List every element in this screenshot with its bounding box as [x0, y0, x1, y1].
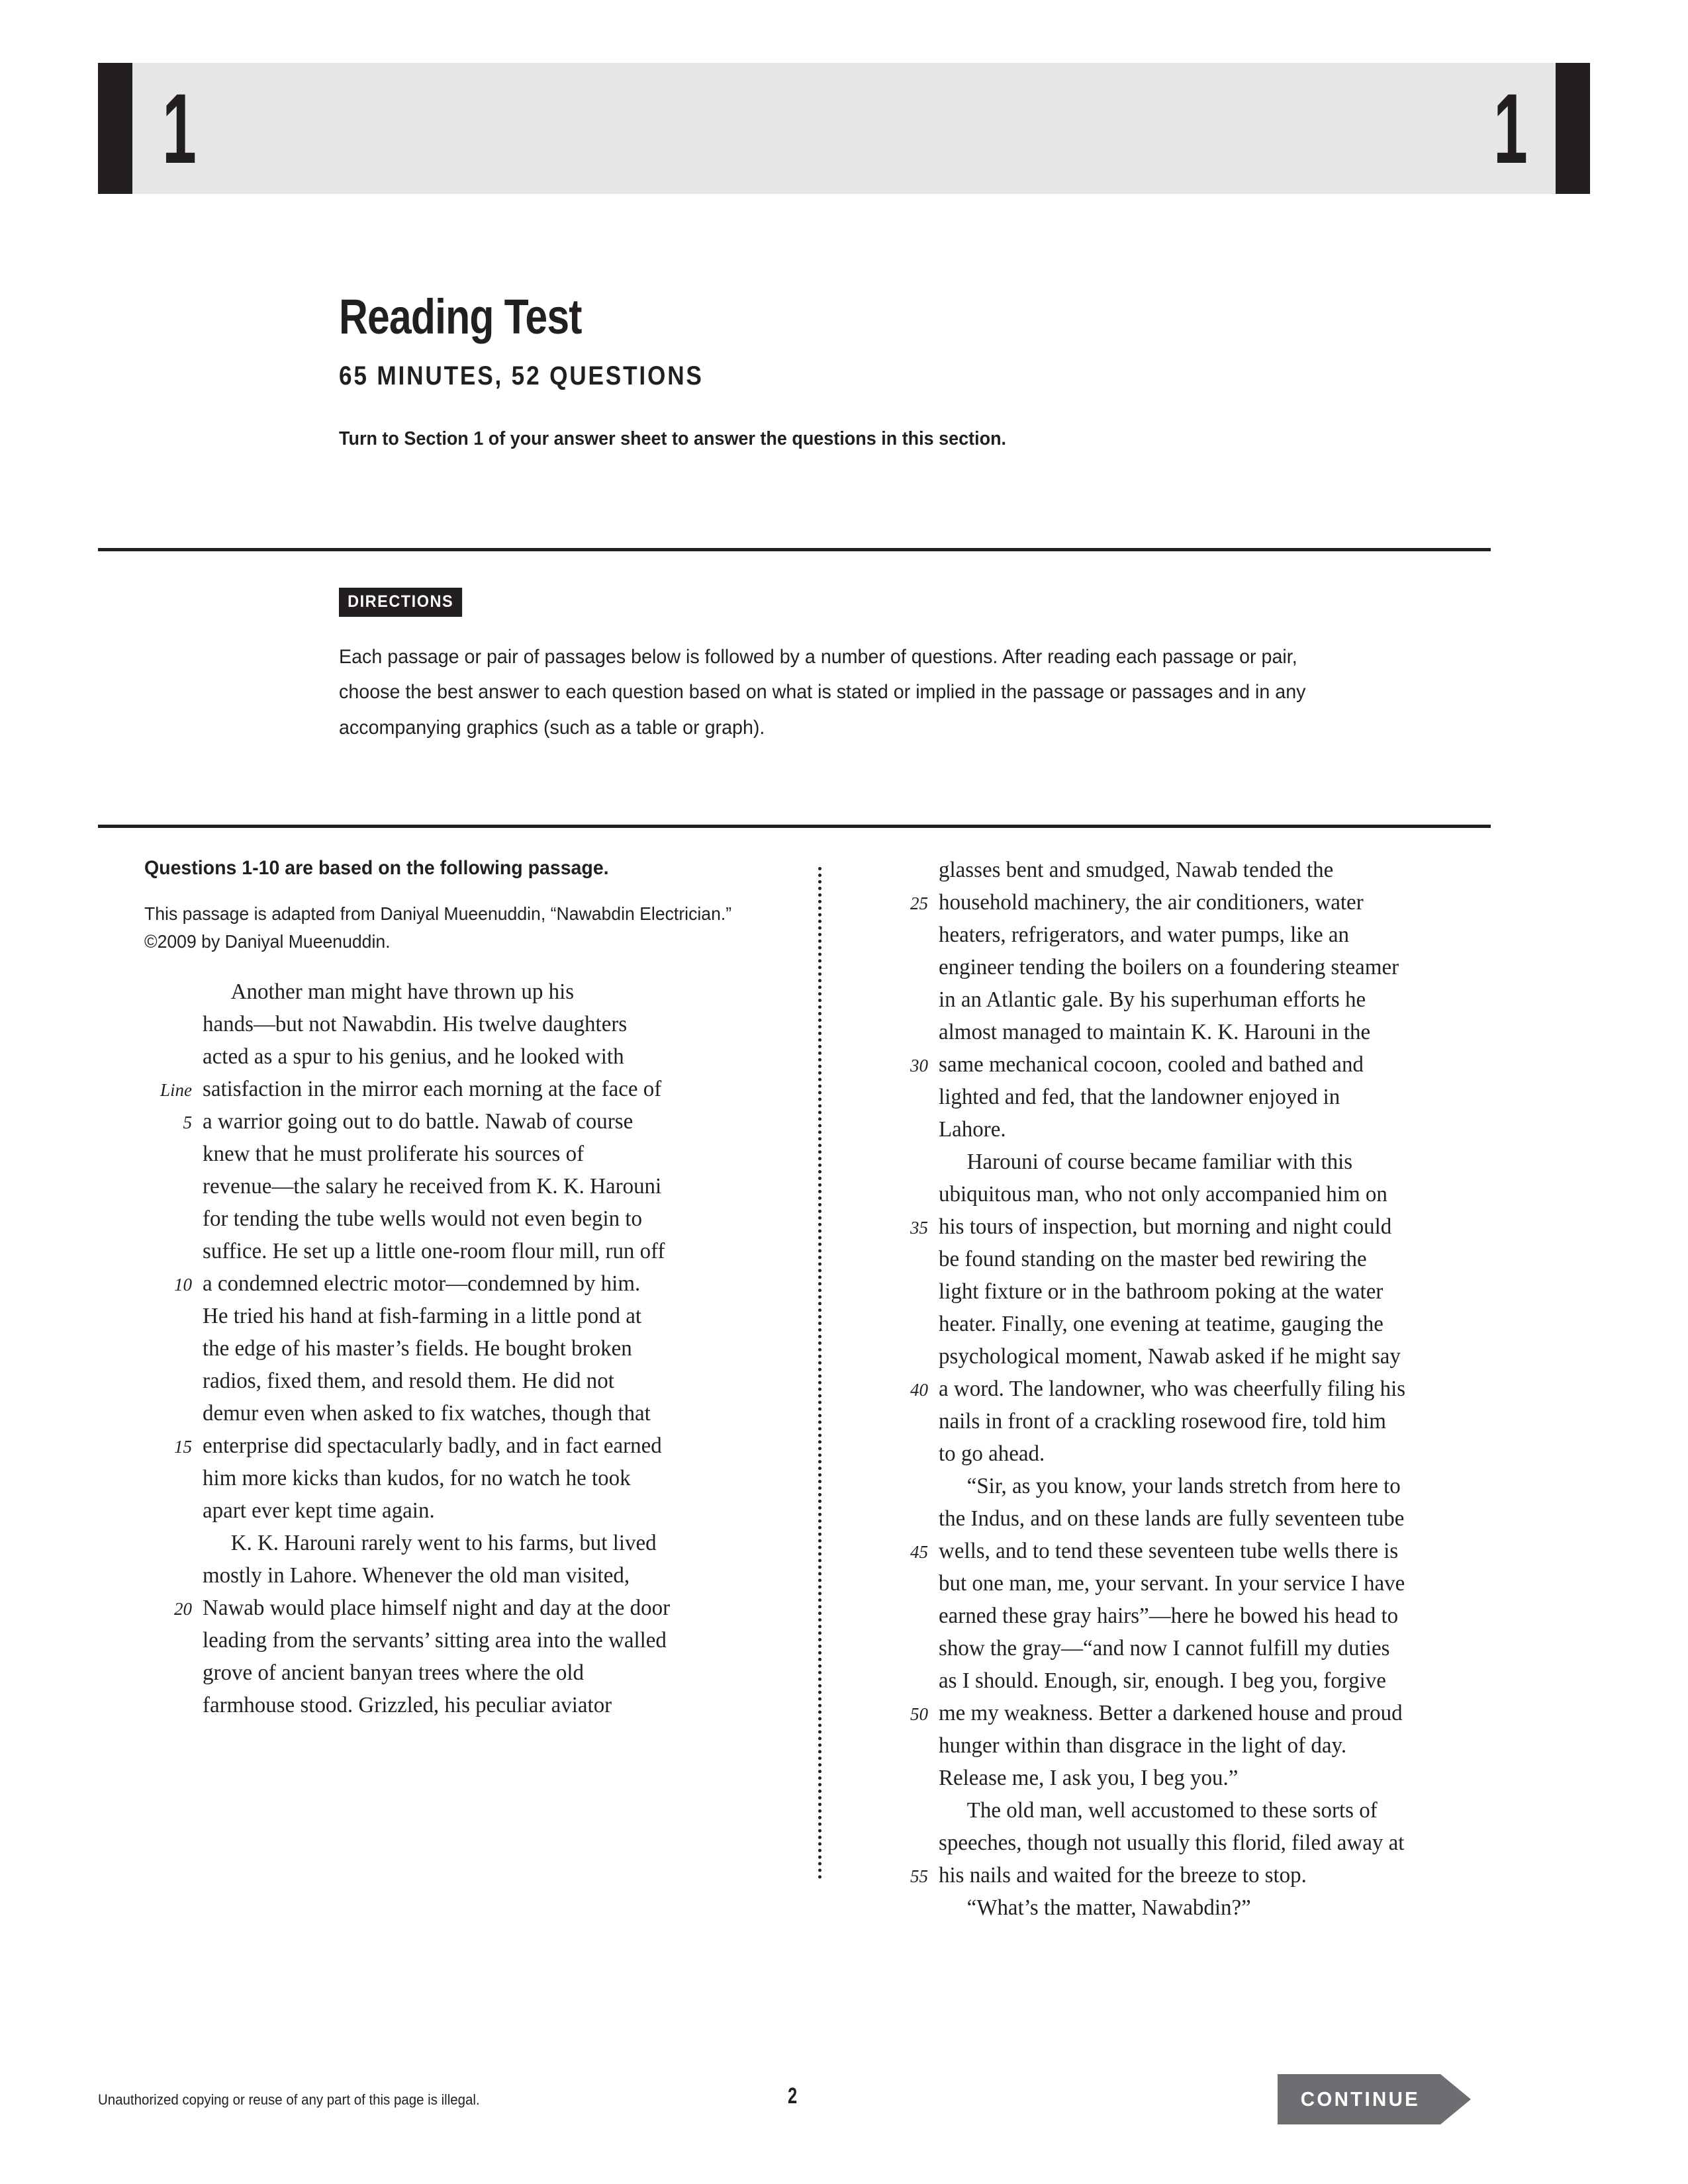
passage-line — [880, 1859, 1529, 1891]
copyright-notice: Unauthorized copying or reuse of any part of this page is illegal. — [98, 2091, 480, 2108]
line-number: 35 — [910, 1218, 928, 1238]
passage-column-right — [880, 854, 1529, 1924]
passage-line — [880, 1600, 1529, 1632]
passage-line-text: lighted and fed, that the landowner enjoyed in — [939, 1085, 1340, 1109]
passage-line-text: heaters, refrigerators, and water pumps, like an — [939, 923, 1349, 947]
passage-columns — [0, 854, 1688, 1979]
passage-line-text: speeches, though not usually this florid, filed away at — [939, 1831, 1405, 1855]
passage-line — [144, 1040, 793, 1073]
passage-line — [880, 1502, 1529, 1535]
passage-line — [144, 1235, 793, 1267]
passage-line — [144, 1332, 793, 1365]
passage-line-text: satisfaction in the mirror each morning at the face of — [203, 1076, 662, 1101]
line-number: 20 — [174, 1598, 192, 1619]
passage-line-text: me my weakness. Better a darkened house and proud — [939, 1701, 1403, 1725]
passage-line-text: a word. The landowner, who was cheerfully filing his — [939, 1377, 1406, 1401]
passage-attribution: This passage is adapted from Daniyal Mueenuddin, “Nawabdin Electrician.” ©2009 by Daniyal Mueenuddin. — [144, 903, 732, 952]
passage-line — [144, 1267, 793, 1300]
passage-line-text: him more kicks than kudos, for no watch he took — [203, 1465, 631, 1490]
passage-lines-right — [880, 854, 1529, 1924]
passage-line-text: glasses bent and smudged, Nawab tended the — [939, 858, 1334, 882]
line-number: 50 — [910, 1704, 928, 1724]
line-number: 30 — [910, 1056, 928, 1075]
passage-line-text: knew that he must proliferate his sources of — [203, 1141, 585, 1166]
passage-line — [880, 854, 1529, 886]
passage-line — [144, 1008, 793, 1040]
passage-line-text: light fixture or in the bathroom poking at the water — [939, 1279, 1383, 1304]
passage-line — [880, 919, 1529, 951]
divider-rule-bottom — [98, 825, 1491, 828]
divider-rule-top — [98, 548, 1491, 551]
passage-line-text: ubiquitous man, who not only accompanied him on — [939, 1182, 1387, 1206]
passage-line — [880, 1827, 1529, 1859]
passage-line-text: hunger within than disgrace in the light of day. — [939, 1733, 1347, 1758]
passage-column-left — [144, 854, 793, 1721]
passage-line-text: as I should. Enough, sir, enough. I beg you, forgive — [939, 1668, 1386, 1693]
passage-line-text: his nails and waited for the breeze to stop. — [939, 1863, 1307, 1888]
passage-line — [144, 1073, 793, 1105]
passage-line — [880, 1762, 1529, 1794]
passage-line — [144, 1397, 793, 1430]
line-number: 5 — [183, 1112, 192, 1132]
passage-line-text: wells, and to tend these seventeen tube wells there is — [939, 1539, 1399, 1563]
directions-block — [339, 588, 1398, 745]
passage-line — [880, 1794, 1529, 1827]
passage-line — [880, 1535, 1529, 1567]
passage-line — [880, 1664, 1529, 1697]
passage-line — [144, 1494, 793, 1527]
passage-line-text: hands—but not Nawabdin. His twelve daughters — [203, 1011, 628, 1036]
passage-line-text: The old man, well accustomed to these sorts of — [966, 1798, 1378, 1823]
passage-line-text: same mechanical cocoon, cooled and bathed and — [939, 1052, 1364, 1077]
passage-line-text: Nawab would place himself night and day at the door — [203, 1595, 671, 1620]
header-right-bar — [1556, 63, 1590, 194]
passage-line — [144, 1105, 793, 1138]
passage-line-text: show the gray—“and now I cannot fulfill my duties — [939, 1636, 1390, 1661]
passage-line-text: engineer tending the boilers on a foundering steamer — [939, 955, 1399, 979]
passage-line-text: grove of ancient banyan trees where the old — [203, 1660, 584, 1685]
passage-line-text: for tending the tube wells would not even begin to — [203, 1206, 643, 1231]
passage-line — [144, 1657, 793, 1689]
passage-line — [880, 983, 1529, 1016]
line-number: 25 — [910, 893, 928, 913]
passage-line — [880, 1048, 1529, 1081]
passage-line-text: acted as a spur to his genius, and he looked with — [203, 1044, 624, 1069]
passage-line — [880, 1437, 1529, 1470]
passage-line — [880, 1891, 1529, 1924]
page-title: Reading Test — [339, 289, 582, 344]
directions-badge: DIRECTIONS — [339, 588, 462, 617]
passage-line-text: psychological moment, Nawab asked if he might say — [939, 1344, 1401, 1369]
passage-line — [144, 1462, 793, 1494]
continue-button[interactable] — [1278, 2074, 1471, 2124]
passage-line — [144, 1689, 793, 1721]
passage-line-text: the Indus, and on these lands are fully seventeen tube — [939, 1506, 1405, 1531]
turn-to-section-instruction: Turn to Section 1 of your answer sheet to answer the questions in this section. — [339, 428, 1007, 449]
page-number: 2 — [788, 2083, 798, 2109]
header-left-bar — [98, 63, 132, 194]
passage-line-text: revenue—the salary he received from K. K. Harouni — [203, 1173, 662, 1199]
section-number-right: 1 — [1493, 73, 1526, 184]
passage-lines-left — [144, 976, 793, 1721]
passage-line — [880, 1567, 1529, 1600]
passage-line-text: radios, fixed them, and resold them. He did not — [203, 1368, 614, 1393]
passage-line — [144, 1170, 793, 1203]
continue-button-body[interactable] — [1278, 2074, 1440, 2124]
title-block — [339, 291, 1425, 450]
passage-line — [880, 1178, 1529, 1210]
column-divider — [818, 867, 821, 1880]
line-number: 10 — [174, 1274, 192, 1295]
continue-button-label: CONTINUE — [1300, 2087, 1421, 2111]
passage-line — [880, 1697, 1529, 1729]
passage-line-text: mostly in Lahore. Whenever the old man visited, — [203, 1563, 630, 1588]
passage-line — [880, 1275, 1529, 1308]
line-number: 15 — [174, 1436, 192, 1457]
passage-line-text: Lahore. — [939, 1117, 1006, 1142]
passage-line-text: Another man might have thrown up his — [230, 979, 575, 1004]
line-number: 40 — [910, 1380, 928, 1400]
passage-line — [144, 1138, 793, 1170]
questions-range-heading: Questions 1-10 are based on the following passage. — [144, 857, 609, 879]
passage-line-text: suffice. He set up a little one-room flour mill, run off — [203, 1238, 665, 1263]
passage-line-text: “Sir, as you know, your lands stretch from here to — [966, 1474, 1401, 1498]
passage-line-text: enterprise did spectacularly badly, and in fact earned — [203, 1433, 662, 1458]
passage-line — [144, 1300, 793, 1332]
passage-line — [880, 886, 1529, 919]
passage-line-text: leading from the servants’ sitting area into the walled — [203, 1627, 667, 1653]
section-number-left: 1 — [162, 73, 195, 184]
passage-line-text: his tours of inspection, but morning and night could — [939, 1214, 1392, 1239]
passage-line-text: earned these gray hairs”—here he bowed his head to — [939, 1604, 1399, 1628]
passage-line — [880, 1210, 1529, 1243]
line-number: 45 — [910, 1542, 928, 1562]
passage-line — [144, 1527, 793, 1559]
passage-line-text: nails in front of a crackling rosewood fire, told him — [939, 1409, 1386, 1433]
passage-line — [880, 1340, 1529, 1373]
passage-line-text: heater. Finally, one evening at teatime, gauging the — [939, 1312, 1383, 1336]
passage-line — [144, 1365, 793, 1397]
header-band — [132, 63, 1556, 194]
passage-line — [144, 1559, 793, 1592]
directions-body: Each passage or pair of passages below is followed by a number of questions. After reading each passage or pair, choose the best answer to each question based on what is stated or implied in the passage or passages and in any accompanying graphics (such as a table or graph). — [339, 646, 1306, 739]
passage-line — [880, 1729, 1529, 1762]
passage-line — [144, 1624, 793, 1657]
passage-line — [880, 1308, 1529, 1340]
passage-line-text: but one man, me, your servant. In your service I have — [939, 1571, 1405, 1596]
passage-line-text: to go ahead. — [939, 1441, 1045, 1466]
passage-line — [880, 1632, 1529, 1664]
passage-line-text: K. K. Harouni rarely went to his farms, but lived — [230, 1530, 657, 1555]
passage-line-text: the edge of his master’s fields. He bought broken — [203, 1336, 632, 1361]
passage-line-text: “What’s the matter, Nawabdin?” — [966, 1895, 1251, 1920]
arrow-right-icon — [1440, 2074, 1471, 2124]
line-number: Line — [160, 1079, 192, 1100]
passage-line — [144, 1203, 793, 1235]
passage-line — [880, 951, 1529, 983]
test-duration-subtitle: 65 MINUTES, 52 QUESTIONS — [339, 361, 704, 390]
passage-line-text: farmhouse stood. Grizzled, his peculiar aviator — [203, 1692, 612, 1717]
passage-line-text: He tried his hand at fish-farming in a little pond at — [203, 1303, 642, 1328]
passage-line — [880, 1113, 1529, 1146]
passage-line-text: Harouni of course became familiar with this — [966, 1150, 1353, 1174]
line-number: 55 — [910, 1866, 928, 1886]
page-footer — [0, 2078, 1688, 2151]
passage-line — [880, 1373, 1529, 1405]
passage-line-text: demur even when asked to fix watches, though that — [203, 1400, 651, 1426]
passage-line — [144, 976, 793, 1008]
passage-line-text: be found standing on the master bed rewiring the — [939, 1247, 1367, 1271]
passage-line-text: a warrior going out to do battle. Nawab of course — [203, 1109, 633, 1134]
passage-line-text: a condemned electric motor—condemned by him. — [203, 1271, 641, 1296]
page-header — [98, 63, 1590, 194]
passage-line — [880, 1243, 1529, 1275]
passage-line — [880, 1405, 1529, 1437]
passage-line-text: household machinery, the air conditioners, water — [939, 890, 1364, 915]
passage-line-text: almost managed to maintain K. K. Harouni in the — [939, 1020, 1371, 1044]
passage-line — [880, 1470, 1529, 1502]
passage-line-text: apart ever kept time again. — [203, 1498, 435, 1523]
passage-line — [144, 1592, 793, 1624]
passage-line-text: in an Atlantic gale. By his superhuman efforts he — [939, 987, 1366, 1012]
passage-line — [880, 1081, 1529, 1113]
passage-line — [144, 1430, 793, 1462]
passage-line — [880, 1146, 1529, 1178]
passage-line — [880, 1016, 1529, 1048]
passage-line-text: Release me, I ask you, I beg you.” — [939, 1766, 1239, 1790]
